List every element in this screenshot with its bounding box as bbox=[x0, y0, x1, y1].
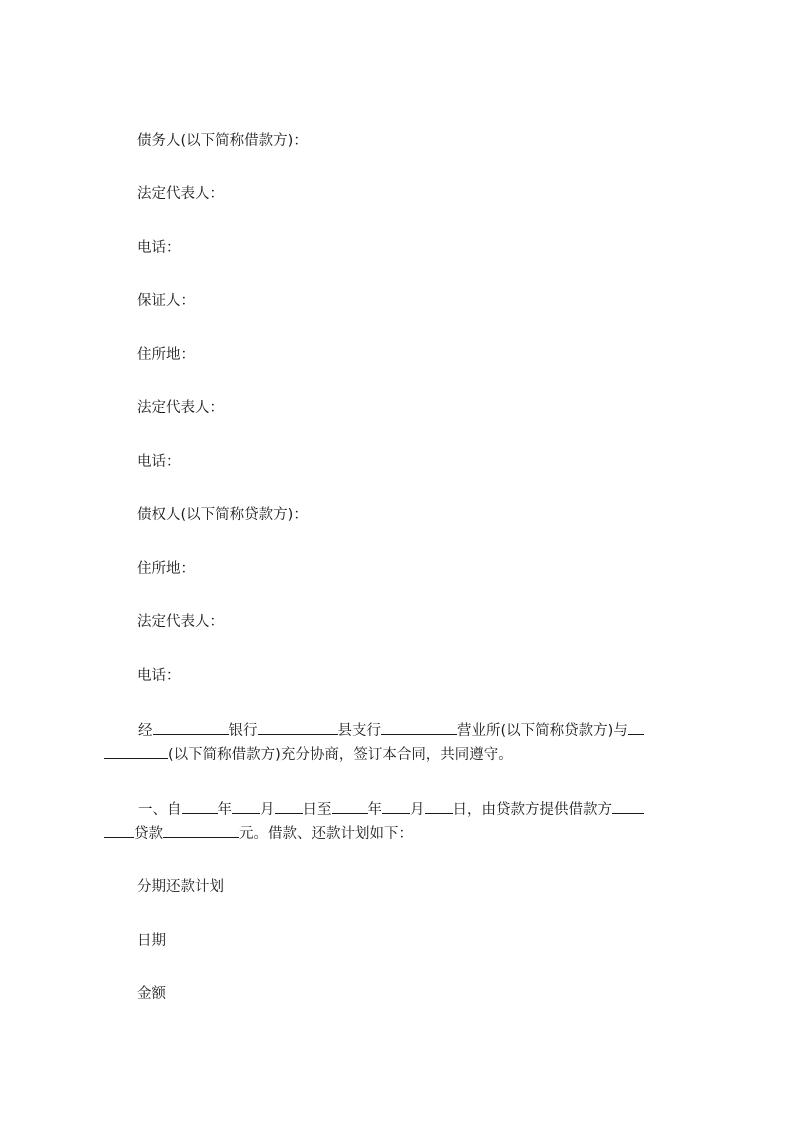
guarantor-label: 保证人： bbox=[137, 293, 195, 309]
start-month-blank bbox=[232, 798, 260, 814]
clause-1-text-3: 月 bbox=[260, 802, 275, 818]
intro-paragraph bbox=[104, 719, 704, 769]
repayment-date-label: 日期 bbox=[137, 933, 166, 949]
guarantor-address: 住所地： bbox=[137, 347, 195, 363]
bank-name-blank bbox=[153, 719, 229, 735]
guarantor-phone: 电话： bbox=[137, 454, 181, 470]
clause-1-line-2 bbox=[104, 822, 413, 844]
intro-line-2 bbox=[104, 743, 513, 765]
intro-text-4: 营业所(以下简称贷款方)与 bbox=[457, 723, 628, 739]
clause-1-line-1 bbox=[138, 798, 644, 820]
intro-line-1 bbox=[138, 719, 644, 741]
clause-1-text-1: 一、自 bbox=[138, 802, 182, 818]
clause-1-text-4: 日至 bbox=[302, 802, 332, 818]
clause-1-text-2: 年 bbox=[217, 802, 232, 818]
start-year-blank bbox=[182, 798, 218, 814]
office-name-blank bbox=[381, 719, 457, 735]
start-day-blank bbox=[275, 798, 303, 814]
creditor-address: 住所地： bbox=[137, 561, 195, 577]
clause-1-text-6: 月 bbox=[410, 802, 425, 818]
debtor-phone: 电话： bbox=[137, 240, 181, 256]
intro-text-3: 县支行 bbox=[337, 723, 381, 739]
clause-1-paragraph bbox=[104, 798, 704, 848]
clause-1-text-8: 贷款 bbox=[134, 826, 163, 842]
creditor-phone: 电话： bbox=[137, 668, 181, 684]
loan-type-blank-start bbox=[612, 798, 644, 814]
end-year-blank bbox=[332, 798, 368, 814]
end-month-blank bbox=[382, 798, 410, 814]
creditor-representative: 法定代表人： bbox=[137, 614, 224, 630]
clause-1-text-7: 日，由贷款方提供借款方 bbox=[452, 802, 612, 818]
clause-1-text-9: 元。借款、还款计划如下： bbox=[239, 826, 413, 842]
loan-amount-blank bbox=[163, 822, 239, 838]
loan-type-blank-end bbox=[104, 822, 134, 838]
debtor-label: 债务人(以下简称借款方)： bbox=[137, 133, 308, 149]
creditor-label: 债权人(以下简称贷款方)： bbox=[137, 507, 308, 523]
repayment-amount-label: 金额 bbox=[137, 986, 166, 1002]
debtor-representative: 法定代表人： bbox=[137, 186, 224, 202]
clause-1-text-5: 年 bbox=[367, 802, 382, 818]
borrower-name-blank-start bbox=[628, 719, 644, 735]
intro-text-1: 经 bbox=[138, 723, 153, 739]
guarantor-representative: 法定代表人： bbox=[137, 400, 224, 416]
end-day-blank bbox=[425, 798, 453, 814]
borrower-name-blank-end bbox=[104, 743, 168, 759]
intro-text-5: (以下简称借款方)充分协商，签订本合同，共同遵守。 bbox=[168, 747, 513, 763]
repayment-plan-title: 分期还款计划 bbox=[137, 879, 224, 895]
intro-text-2: 银行 bbox=[228, 723, 258, 739]
branch-name-blank bbox=[258, 719, 338, 735]
